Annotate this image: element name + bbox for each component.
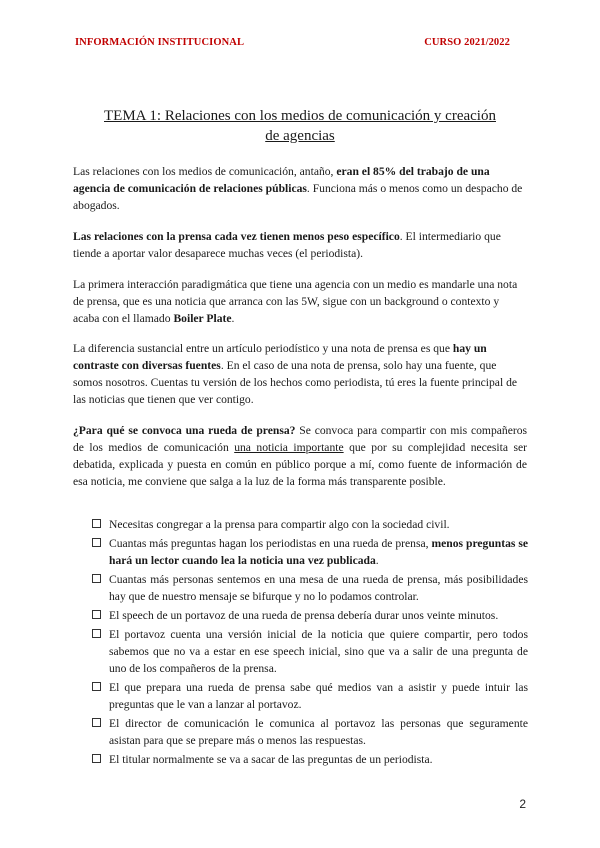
p5-underline-1: una noticia importante xyxy=(234,441,344,454)
checkbox-icon[interactable] xyxy=(92,574,101,583)
p5-text-1: Se convoca para compartir con mis compañeros de los medios de comunicación xyxy=(73,424,528,454)
p1-text-1: Las relaciones con los medios de comunicación, antaño, xyxy=(73,165,337,178)
p4-text-1: La diferencia sustancial entre un artículo periodístico y una nota de prensa es que xyxy=(73,342,453,355)
checkbox-icon[interactable] xyxy=(92,718,101,727)
p4-text-2: . En el caso de una nota de prensa, solo hay una fuente, que somos nosotros. Cuentas tu versión de los hechos como periodista, tú eres la fuente principal de las noticias que tienen que ver contigo. xyxy=(73,359,518,406)
p3-text-2: . xyxy=(231,312,235,325)
checklist-item: El portavoz cuenta una versión inicial de la noticia que quiere compartir, pero todos sabemos que no va a estar en ese speech inicial, sino que va a salir de una pregunta de uno de los compañeros de la prensa. xyxy=(92,626,528,677)
checklist xyxy=(92,516,528,770)
paragraph-2 xyxy=(73,228,527,262)
header-left: INFORMACIÓN INSTITUCIONAL xyxy=(75,37,245,48)
checkbox-icon[interactable] xyxy=(92,610,101,619)
p5-text-2: que por su complejidad necesita ser debatida, explicada y puesta en común en público porque a mí, como fuente de información de esa noticia, me conviene que salga a la luz de la forma más transparente posible. xyxy=(73,441,527,488)
checkbox-icon[interactable] xyxy=(92,629,101,638)
header-right: CURSO 2021/2022 xyxy=(424,37,510,48)
checkbox-icon[interactable] xyxy=(92,519,101,528)
checklist-item: El titular normalmente se va a sacar de las preguntas de un periodista. xyxy=(92,751,528,768)
p3-bold-1: Boiler Plate xyxy=(173,312,232,325)
checklist-item: El que prepara una rueda de prensa sabe qué medios van a asistir y puede intuir las preguntas que le van a lanzar al portavoz. xyxy=(92,679,528,713)
paragraph-3 xyxy=(73,276,527,327)
checklist-item: Necesitas congregar a la prensa para compartir algo con la sociedad civil. xyxy=(92,516,528,533)
p4-bold-1: hay un contraste con diversas fuentes xyxy=(73,342,487,372)
checklist-item: Cuantas más personas sentemos en una mesa de una rueda de prensa, más posibilidades hay que de nuestro mensaje se bifurque y no lo podamos controlar. xyxy=(92,571,528,605)
checkbox-icon[interactable] xyxy=(92,754,101,763)
checklist-item: El director de comunicación le comunica al portavoz las personas que seguramente asistan para que se prepare más o menos las respuestas. xyxy=(92,715,528,749)
checklist-item: Cuantas más preguntas hagan los periodistas en una rueda de prensa, menos preguntas se hará un lector cuando lea la noticia una vez publicada. xyxy=(92,535,528,569)
p2-bold-1: Las relaciones con la prensa cada vez tienen menos peso específico xyxy=(73,230,400,243)
paragraph-5 xyxy=(73,422,527,490)
p5-bold-1: ¿Para qué se convoca una rueda de prensa? xyxy=(73,424,296,437)
checkbox-icon[interactable] xyxy=(92,682,101,691)
checkbox-icon[interactable] xyxy=(92,538,101,547)
page-number: 2 xyxy=(519,797,526,811)
p1-text-2: . Funciona más o menos como un despacho de abogados. xyxy=(73,182,523,212)
checklist-item: El speech de un portavoz de una rueda de prensa debería durar unos veinte minutos. xyxy=(92,607,528,624)
p1-bold-1: eran el 85% del trabajo de una agencia de comunicación de relaciones públicas xyxy=(73,165,490,195)
page-title: TEMA 1: Relaciones con los medios de comunicación y creación de agencias xyxy=(104,108,496,144)
p3-text-1: La primera interacción paradigmática que tiene una agencia con un medio es mandarle una nota de prensa, que es una noticia que arranca con las 5W, sigue con un background o contexto y acaba con el llamado xyxy=(73,278,518,325)
paragraph-1 xyxy=(73,163,527,214)
paragraph-4 xyxy=(73,340,527,408)
p2-text-1: . El intermediario que tiende a aportar valor desaparece muchas veces (el periodista). xyxy=(73,230,501,260)
